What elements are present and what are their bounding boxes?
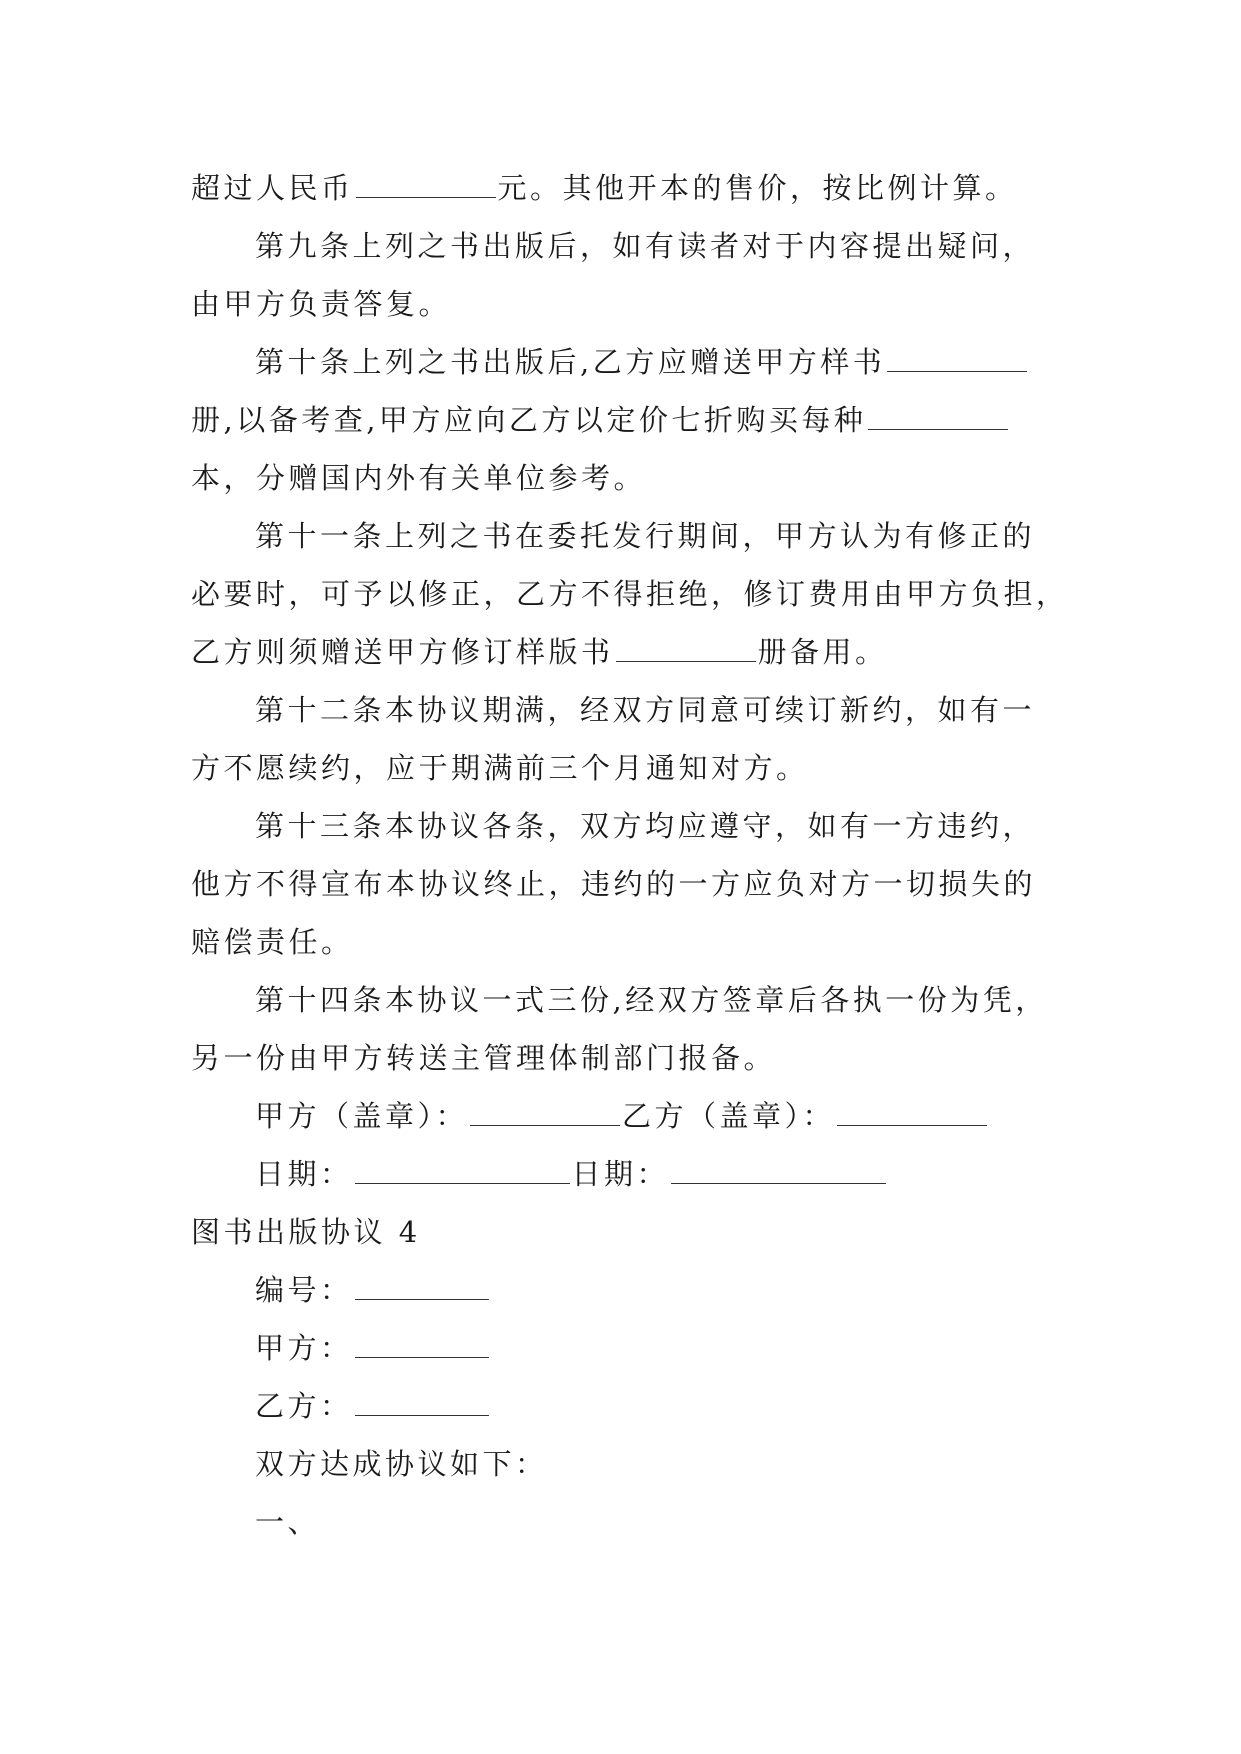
date-a-label: 日期： <box>255 1157 353 1191</box>
article-10 <box>191 333 1066 391</box>
article-14 <box>191 971 1066 1029</box>
article-13 <box>191 797 1066 855</box>
item-one <box>191 1493 1066 1551</box>
blank-date-b <box>671 1157 886 1184</box>
document-body <box>191 159 1069 1551</box>
article-10-line-1: 第十条上列之书出版后,乙方应赠送甲方样书 <box>255 345 886 379</box>
section-title <box>191 1203 1066 1261</box>
article-13-line-3: 赔偿责任。 <box>191 925 354 959</box>
blank-field-party-b <box>355 1389 489 1416</box>
blank-field-number <box>355 1273 489 1300</box>
price-text-pre: 超过人民币 <box>191 171 354 205</box>
article-14-line-2: 另一份由甲方转送主管理体制部门报备。 <box>191 1041 777 1075</box>
blank-revision-copies <box>616 635 756 662</box>
agreement-intro <box>191 1435 1066 1493</box>
article-11-line-2: 必要时，可予以修正，乙方不得拒绝，修订费用由甲方负担， <box>191 577 1069 611</box>
sign-party-b-label: 乙方（盖章）： <box>622 1099 836 1133</box>
article-11-line-3-post: 册备用。 <box>757 635 888 669</box>
blank-price <box>356 171 496 198</box>
article-11-line-3-pre: 乙方则须赠送甲方修订样版书 <box>191 635 614 669</box>
field-party-b <box>191 1377 1066 1435</box>
article-10-line-3: 本，分赠国内外有关单位参考。 <box>191 461 647 495</box>
date-b-label: 日期： <box>571 1157 670 1191</box>
field-number-label: 编号： <box>255 1273 353 1307</box>
article-12-line-2: 方不愿续约，应于期满前三个月通知对方。 <box>191 751 809 785</box>
field-party-b-label: 乙方： <box>255 1389 353 1423</box>
article-10-line-2: 册,以备考查,甲方应向乙方以定价七折购买每种 <box>191 403 867 437</box>
paragraph-price <box>191 159 1066 217</box>
article-13-line-1: 第十三条本协议各条，双方均应遵守，如有一方违约， <box>255 809 1036 843</box>
article-9-line-2: 由甲方负责答复。 <box>191 287 452 321</box>
article-11 <box>191 507 1066 565</box>
sign-party-a-label: 甲方（盖章）： <box>255 1099 469 1133</box>
blank-date-a <box>355 1157 570 1184</box>
article-9-line-1: 第九条上列之书出版后，如有读者对于内容提出疑问， <box>255 229 1036 263</box>
blank-field-party-a <box>355 1331 489 1358</box>
date-line <box>191 1145 1066 1203</box>
article-11-line-1: 第十一条上列之书在委托发行期间，甲方认为有修正的 <box>255 519 1036 553</box>
article-14-line-1: 第十四条本协议一式三份,经双方签章后各执一份为凭， <box>255 983 1048 1017</box>
item-one-text: 一、 <box>255 1505 321 1539</box>
article-13-line-2: 他方不得宣布本协议终止，违约的一方应负对方一切损失的 <box>191 867 1037 901</box>
article-12 <box>191 681 1066 739</box>
price-text-post: 元。其他开本的售价，按比例计算。 <box>497 171 1018 205</box>
blank-sign-party-b <box>837 1099 987 1126</box>
agreement-intro-text: 双方达成协议如下： <box>255 1447 548 1481</box>
signature-line <box>191 1087 1066 1145</box>
blank-sign-party-a <box>470 1099 620 1126</box>
agreement-4-title: 图书出版协议 4 <box>191 1215 421 1249</box>
field-number <box>191 1261 1066 1319</box>
blank-purchase-copies <box>868 403 1008 430</box>
blank-sample-books <box>887 345 1027 372</box>
field-party-a <box>191 1319 1066 1377</box>
article-12-line-1: 第十二条本协议期满，经双方同意可续订新约，如有一 <box>255 693 1036 727</box>
article-9 <box>191 217 1066 275</box>
field-party-a-label: 甲方： <box>255 1331 353 1365</box>
